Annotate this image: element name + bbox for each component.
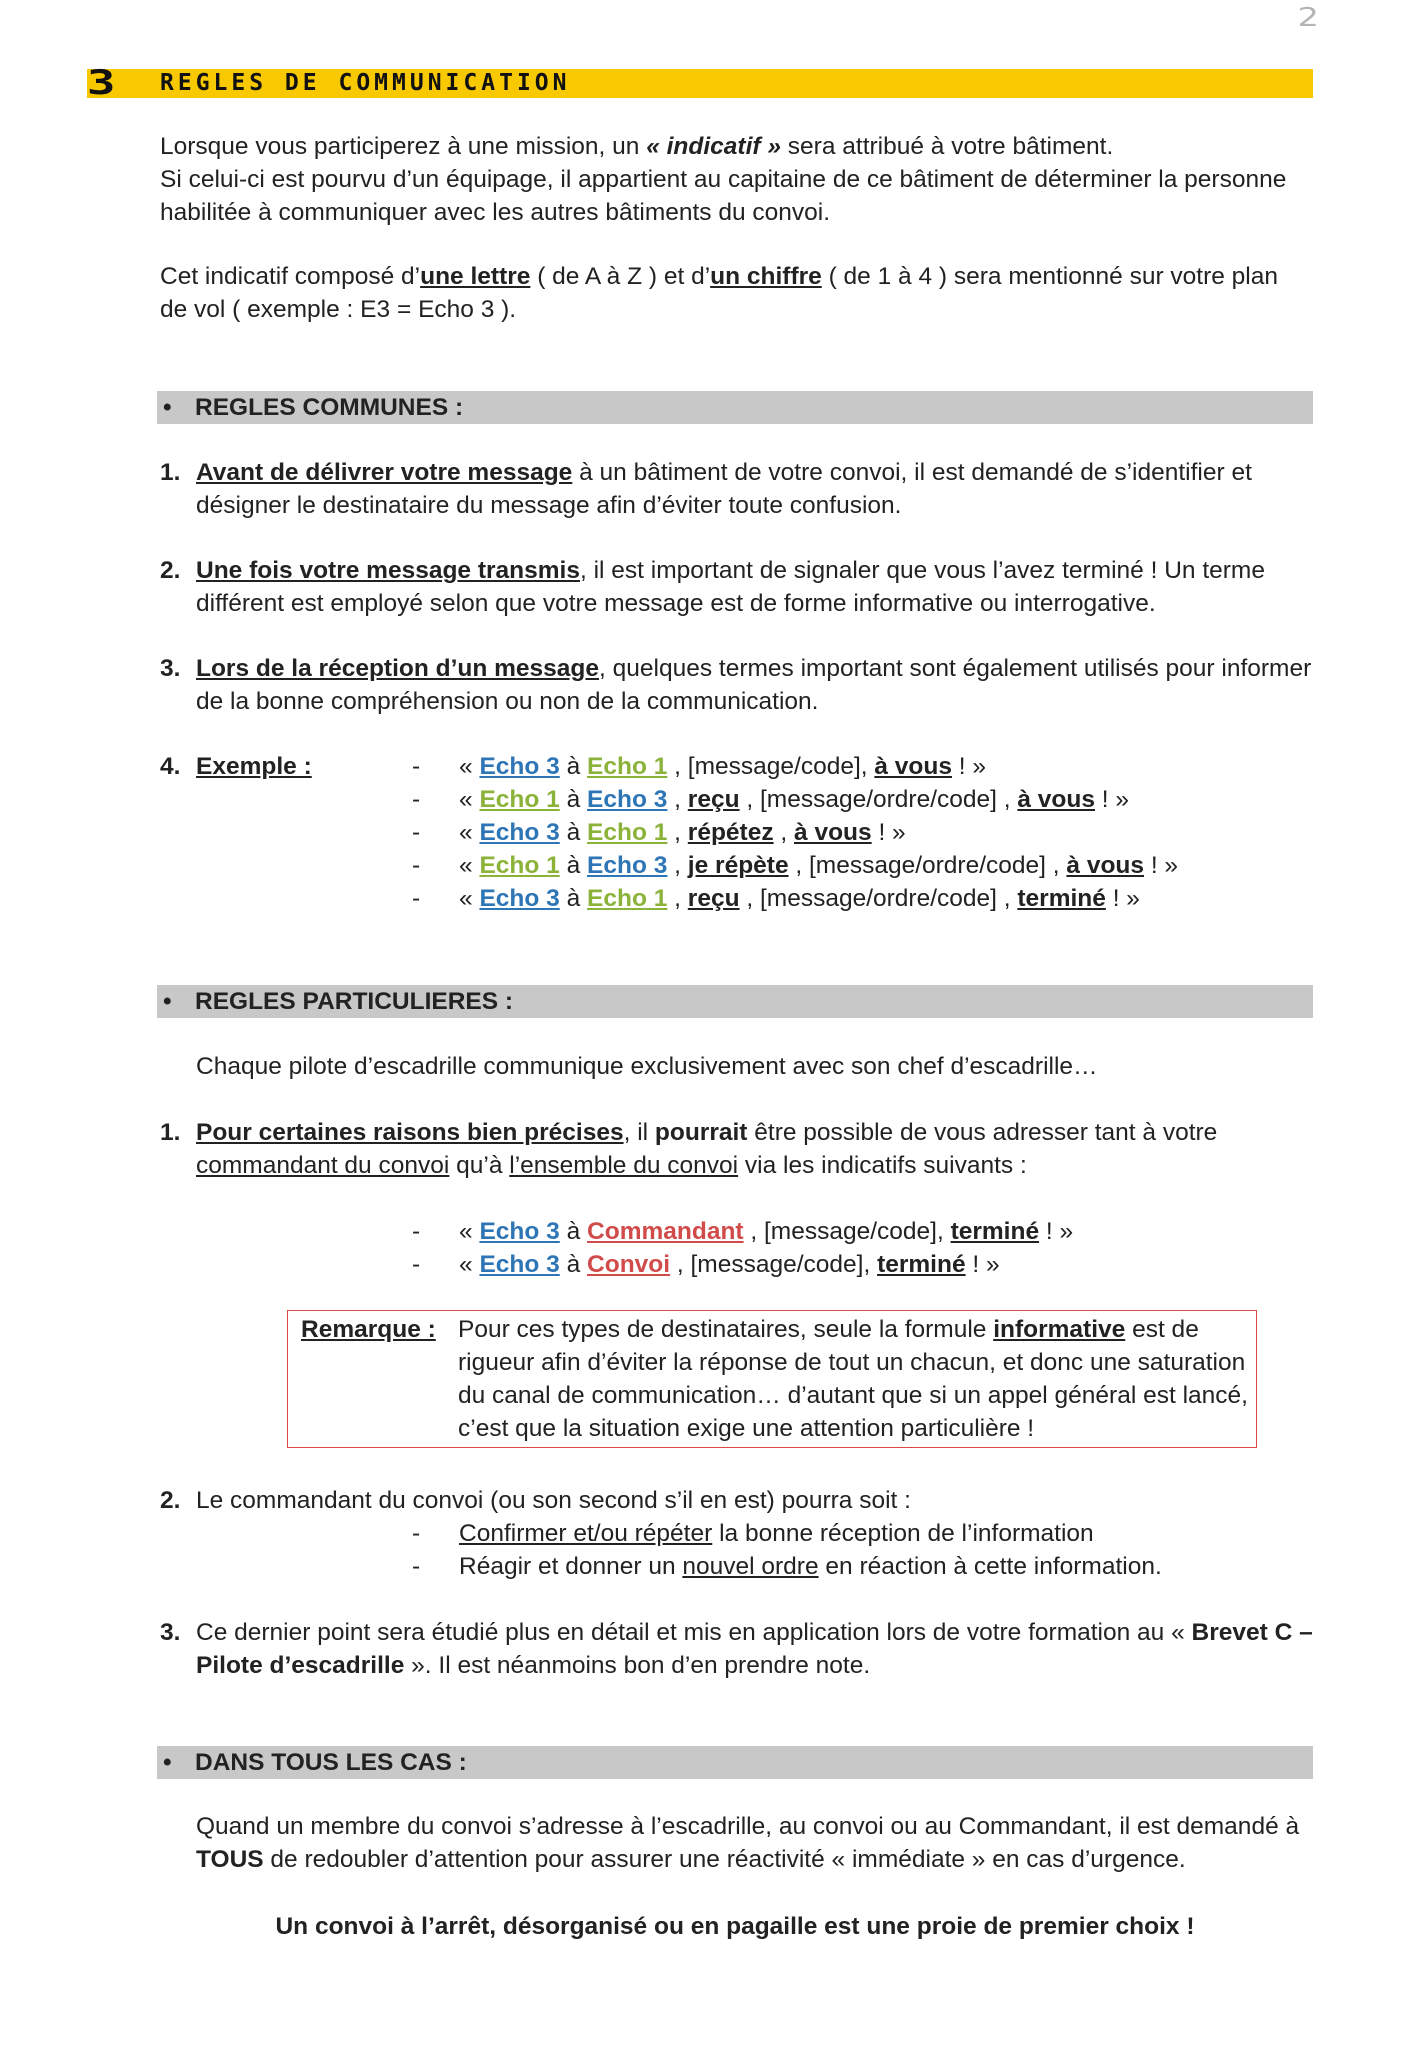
example-list: - « Echo 3 à Echo 1 , [message/code], à vous ! » - « Echo 1 à Echo 3 , reçu , [message/ordre/code] , à vous ! » - « Echo 3 à Echo 1 , répétez , à vous ! » - « Echo 1 à Echo 3 , je répète , [message/ordre/code] , à vous ! » - « Echo 3 à Echo 1 , reçu , [message/ordre/code] , terminé ! » xyxy=(412,753,1179,912)
final-statement: Un convoi à l’arrêt, désorganisé ou en pagaille est une proie de premier choix ! xyxy=(275,1913,1195,1940)
particular-intro: Chaque pilote d’escadrille communique exclusivement avec son chef d’escadrille… xyxy=(196,1053,1098,1080)
section-title: REGLES DE COMMUNICATION xyxy=(160,70,571,96)
section-header xyxy=(86,63,1313,103)
always-paragraph: Quand un membre du convoi s’adresse à l’escadrille, au convoi ou au Commandant, il est demandé à TOUS de redoubler d’attention pour assurer une réactivité « immédiate » en cas d’urgence. xyxy=(196,1813,1300,1873)
broadcast-list: - « Echo 3 à Commandant , [message/code], terminé ! » - « Echo 3 à Convoi , [message/code], terminé ! » xyxy=(412,1218,1074,1278)
commander-options: - Confirmer et/ou répéter la bonne réception de l’information - Réagir et donner un nouvel ordre en réaction à cette information. xyxy=(412,1520,1162,1580)
common-rules-heading: • REGLES COMMUNES : xyxy=(157,391,1313,424)
section-number: 3 xyxy=(86,63,116,103)
intro-paragraph: Lorsque vous participerez à une mission, un « indicatif » sera attribué à votre bâtiment. Si celui-ci est pourvu d’un équipage, il appartient au capitaine de ce bâtiment de déterminer la personne habilitée à communiquer avec les autres bâtiments du convoi. xyxy=(160,133,1287,226)
page-number: 2 xyxy=(1297,3,1320,33)
remark-label: Remarque : xyxy=(301,1316,436,1343)
indicatif-paragraph: Cet indicatif composé d’une lettre ( de A à Z ) et d’un chiffre ( de 1 à 4 ) sera mentionné sur votre plan de vol ( exemple : E3 = Echo 3 ). xyxy=(160,263,1278,323)
remark-box xyxy=(287,1310,1257,1448)
always-heading: • DANS TOUS LES CAS : xyxy=(157,1746,1313,1779)
remark-text: Pour ces types de destinataires, seule la formule informative est de rigueur afin d’éviter la réponse de tout un chacun, et donc une saturation du canal de communication… d’autant que si un appel général est lancé, c’est que la situation exige une attention particulière ! xyxy=(458,1316,1248,1442)
particular-rules-heading: • REGLES PARTICULIERES : xyxy=(157,985,1313,1018)
